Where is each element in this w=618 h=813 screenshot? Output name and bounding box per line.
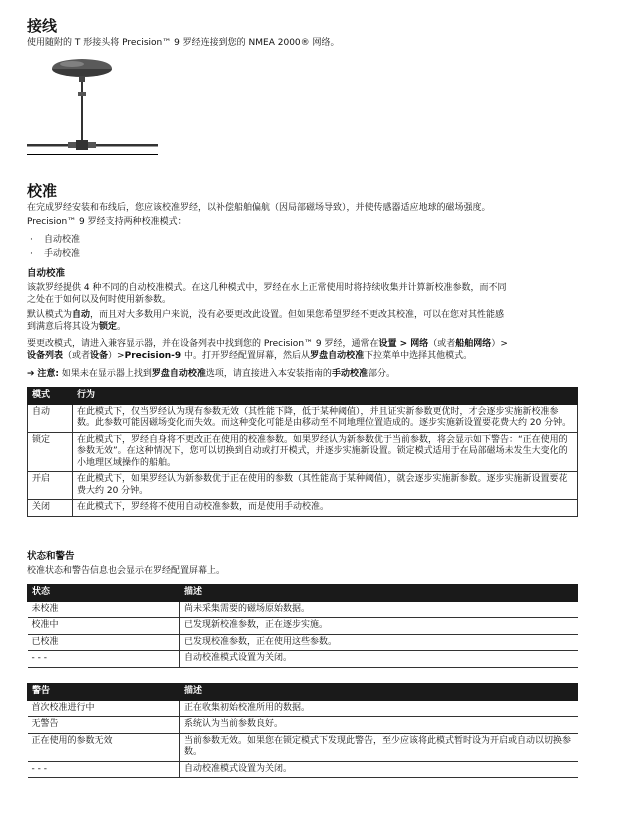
description-cell: 当前参数无效。如果您在锁定模式下发现此警告，至少应该将此模式暂时设为开启或自动以切换参数。 <box>180 733 578 761</box>
bullet-icon: · <box>30 235 33 245</box>
mode-cell: 自动 <box>28 404 73 432</box>
description-cell: 已发现校准参数，正在使用这些参数。 <box>180 634 578 651</box>
table-row <box>28 634 578 651</box>
description-cell: 正在收集初始校准所用的数据。 <box>180 700 578 717</box>
compass-wiring-illustration <box>27 52 162 164</box>
table-row <box>28 618 578 635</box>
table-row <box>28 733 578 761</box>
auto-paragraph-2: 默认模式为自动，而且对大多数用户来说，没有必要更改此设置。但如果您希望罗经不更改其校准，可以在您对其性能感 到满意后将其设为锁定。 <box>27 310 505 332</box>
table-row <box>28 601 578 618</box>
table-row <box>28 500 578 517</box>
table-row <box>28 761 578 778</box>
status-cell: 校准中 <box>28 618 180 635</box>
table-header-row <box>28 684 578 701</box>
column-header: 行为 <box>73 388 578 405</box>
description-cell: 尚未采集需要的磁场原始数据。 <box>180 601 578 618</box>
warning-cell: 首次校准进行中 <box>28 700 180 717</box>
wiring-text: 使用随附的 T 形接头将 Precision™ 9 罗经连接到您的 NMEA 2000® 网络。 <box>27 38 340 48</box>
table-header-row <box>28 388 578 405</box>
table-row <box>28 651 578 668</box>
wiring-title: 接线 <box>27 17 58 35</box>
status-cell: 未校准 <box>28 601 180 618</box>
column-header: 描述 <box>180 684 578 701</box>
warning-table <box>27 683 578 778</box>
auto-paragraph-1: 该款罗经提供 4 种不同的自动校准模式。在这几种模式中，罗经在水上正常使用时将持续收集并计算新校准参数，而不同 之处在于如何以及何时使用新参数。 <box>27 283 507 305</box>
list-item: · 手动校准 <box>30 249 81 259</box>
status-table <box>27 584 578 668</box>
description-cell: 自动校准模式设置为关闭。 <box>180 761 578 778</box>
table-row <box>28 432 578 472</box>
auto-note: ➔ 注意: 如果未在显示器上找到罗盘自动校准选项，请直接进入本安装指南的手动校准部分。 <box>27 369 395 379</box>
arrow-right-icon: ➔ <box>27 369 35 379</box>
status-cell: - - - <box>28 651 180 668</box>
description-cell: 系统认为当前参数良好。 <box>180 717 578 734</box>
mode-cell: 开启 <box>28 472 73 500</box>
column-header: 状态 <box>28 585 180 602</box>
description-cell: 已发现新校准参数，正在逐步实施。 <box>180 618 578 635</box>
bullet-icon: · <box>30 249 33 259</box>
modes-table <box>27 387 578 517</box>
status-text: 校准状态和警告信息也会显示在罗经配置屏幕上。 <box>27 566 226 576</box>
table-row <box>28 700 578 717</box>
table-row <box>28 717 578 734</box>
behavior-cell: 在此模式下，如果罗经认为新参数优于正在使用的参数（其性能高于某种阈值），就会逐步实施新参数。逐步实施新设置要花费大约 20 分钟。 <box>73 472 578 500</box>
status-cell: 已校准 <box>28 634 180 651</box>
warning-cell: - - - <box>28 761 180 778</box>
table-row <box>28 404 578 432</box>
behavior-cell: 在此模式下，仅当罗经认为现有参数无效（其性能下降，低于某种阈值），并且证实新参数更优时，才会逐步实施新校准参数。此参数可能因磁场变化而失效。而这种变化可能是由移动至不同地理位置造成的。逐步实施新设置要花费大约 20 分钟。 <box>73 404 578 432</box>
table-header-row <box>28 585 578 602</box>
status-title: 状态和警告 <box>27 551 75 562</box>
calibration-title: 校准 <box>27 182 58 200</box>
calibration-modes-intro: Precision™ 9 罗经支持两种校准模式： <box>27 217 187 227</box>
behavior-cell: 在此模式下，罗经将不使用自动校准参数，而是使用手动校准。 <box>73 500 578 517</box>
warning-cell: 无警告 <box>28 717 180 734</box>
list-item: · 自动校准 <box>30 235 81 245</box>
mode-cell: 锁定 <box>28 432 73 472</box>
column-header: 描述 <box>180 585 578 602</box>
description-cell: 自动校准模式设置为关闭。 <box>180 651 578 668</box>
behavior-cell: 在此模式下，罗经自身将不更改正在使用的校准参数。如果罗经认为新参数优于当前参数，将会显示如下警告：“正在使用的参数无效”。在这种情况下，您可以切换到自动或打开模式，并逐步实施新设置。锁定模式适用于在局部磁场未发生大变化的小地理区域操作的船舶。 <box>73 432 578 472</box>
auto-calibration-title: 自动校准 <box>27 268 66 279</box>
auto-paragraph-3: 要更改模式，请进入兼容显示器，并在设备列表中找到您的 Precision™ 9 罗经，通常在设置 > 网络（或者船舶网络）> 设备列表（或者设备）>Precision-9 中。打开罗经配置屏幕，然后从罗盘自动校准下拉菜单中选择其他模式。 <box>27 339 508 361</box>
column-header: 警告 <box>28 684 180 701</box>
table-row <box>28 472 578 500</box>
warning-cell: 正在使用的参数无效 <box>28 733 180 761</box>
mode-cell: 关闭 <box>28 500 73 517</box>
calibration-intro: 在完成罗经安装和布线后，您应该校准罗经，以补偿船舶偏航（因局部磁场导致），并使传感器适应地球的磁场强度。 <box>27 203 491 213</box>
column-header: 模式 <box>28 388 73 405</box>
